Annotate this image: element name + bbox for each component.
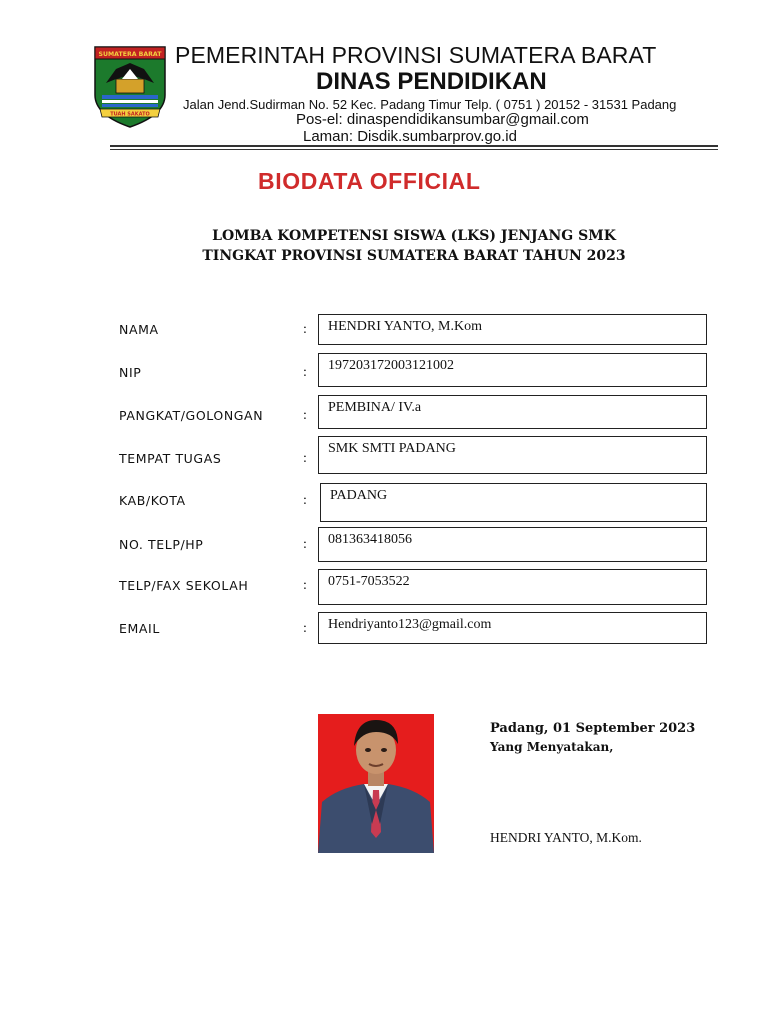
label-telp-fax-sekolah: TELP/FAX SEKOLAH [119, 578, 249, 593]
signature-name: HENDRI YANTO, M.Kom. [490, 830, 642, 845]
label-tempat-tugas: TEMPAT TUGAS [119, 451, 222, 466]
label-pangkat: PANGKAT/GOLONGAN [119, 408, 264, 423]
letterhead-rule-thick [110, 145, 718, 147]
field-nip [318, 353, 707, 387]
colon: : [303, 621, 307, 636]
label-telp-hp: NO. TELP/HP [119, 537, 204, 552]
field-kab-kota [320, 483, 707, 522]
field-telp-hp [318, 527, 707, 562]
colon: : [303, 493, 307, 508]
document-title: BIODATA OFFICIAL [258, 168, 481, 194]
letterhead-website: Laman: Disdik.sumbarprov.go.id [303, 128, 517, 145]
letterhead-email: Pos-el: dinaspendidikansumbar@gmail.com [296, 111, 589, 128]
colon: : [303, 537, 307, 552]
event-subtitle: TINGKAT PROVINSI SUMATERA BARAT TAHUN 2023 [202, 248, 626, 264]
field-telp-fax-sekolah [318, 569, 707, 605]
event-title: LOMBA KOMPETENSI SISWA (LKS) JENJANG SMK [212, 228, 616, 244]
signature-statement: Yang Menyatakan, [490, 740, 614, 754]
value-tempat-tugas: SMK SMTI PADANG [328, 441, 456, 456]
value-nip: 197203172003121002 [328, 358, 454, 373]
field-nama [318, 314, 707, 345]
label-nama: NAMA [119, 322, 159, 337]
colon: : [303, 578, 307, 593]
field-pangkat [318, 395, 707, 429]
logo-ribbon-text: TUAH SAKATO [110, 111, 150, 118]
label-kab-kota: KAB/KOTA [119, 493, 186, 508]
signature-place-date: Padang, 01 September 2023 [490, 721, 696, 736]
letterhead-office: DINAS PENDIDIKAN [316, 68, 547, 95]
profile-photo [318, 714, 434, 853]
value-telp-hp: 081363418056 [328, 532, 412, 547]
value-kab-kota: PADANG [330, 488, 388, 503]
letterhead-address: Jalan Jend.Sudirman No. 52 Kec. Padang Timur Telp. ( 0751 ) 20152 - 31531 Padang [183, 97, 677, 112]
field-tempat-tugas [318, 436, 707, 474]
colon: : [303, 365, 307, 380]
label-nip: NIP [119, 365, 142, 380]
value-pangkat: PEMBINA/ IV.a [328, 400, 422, 415]
colon: : [303, 322, 307, 337]
province-logo [92, 43, 168, 129]
letterhead-government: PEMERINTAH PROVINSI SUMATERA BARAT [175, 42, 657, 68]
label-email: EMAIL [119, 621, 160, 636]
logo-banner-text: SUMATERA BARAT [98, 51, 162, 58]
colon: : [303, 408, 307, 423]
value-nama: HENDRI YANTO, M.Kom [328, 319, 482, 334]
field-email [318, 612, 707, 644]
letterhead-rule-thin [110, 149, 718, 150]
value-telp-fax-sekolah: 0751-7053522 [328, 574, 410, 589]
value-email: Hendriyanto123@gmail.com [328, 617, 492, 632]
colon: : [303, 451, 307, 466]
